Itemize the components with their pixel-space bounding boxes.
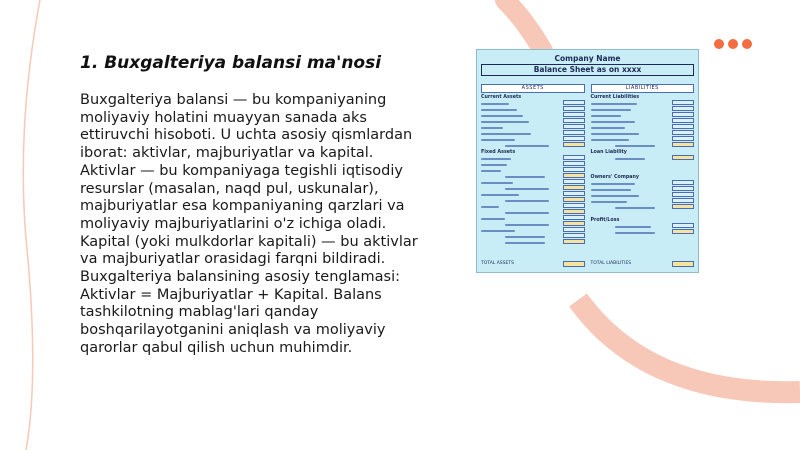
- liabilities-header: LIABILITIES: [591, 84, 695, 93]
- dot-icon: [728, 39, 738, 49]
- total-assets: TOTAL ASSETS: [481, 261, 585, 268]
- liabilities-column: [591, 84, 695, 268]
- balance-sheet-image: [476, 49, 699, 273]
- assets-header: ASSETS: [481, 84, 585, 93]
- section-label: Owners' Company: [590, 175, 640, 180]
- total-liabilities: TOTAL LIABILITIES: [591, 261, 695, 268]
- section-label: Current Assets: [481, 95, 522, 100]
- section-label: Profit/Loss: [590, 218, 620, 223]
- slide-title: 1. Buxgalteriya balansi ma'nosi: [80, 53, 382, 73]
- decorative-dots: [714, 39, 752, 49]
- dot-icon: [714, 39, 724, 49]
- balance-sheet-subtitle: Balance Sheet as on xxxx: [481, 64, 694, 76]
- company-name: Company Name: [554, 54, 621, 63]
- slide-body-text: Buxgalteriya balansi — bu kompaniyaning moliyaviy holatini muayyan sanada aks ettiruvchi hisoboti. U uchta asosiy qismlardan iborat: aktivlar, majburiyatlar va kapital. Aktivlar — bu kompaniyaga tegishli iqtisodiy resurslar (masalan, naqd pul, uskunalar), majburiyatlar esa kompaniyaning qarzlari va moliyaviy majburiyatlarini o'z ichiga oladi. Kapital (yoki mulkdorlar kapitali) — bu aktivlar va majburiyatlar orasidagi farqni bildiradi. Buxgalteriya balansining asosiy tenglamasi: Aktivlar = Majburiyatlar + Kapital. Balans tashkilotning mablag'lari qanday boshqarilayotganini aniqlash va moliyaviy qarorlar qabul qilish uchun muhimdir.: [80, 92, 418, 356]
- section-label: Loan Liability: [590, 150, 627, 155]
- section-label: Current Liabilities: [590, 95, 640, 100]
- section-label: Fixed Assets: [481, 150, 516, 155]
- assets-column: [481, 84, 585, 268]
- dot-icon: [742, 39, 752, 49]
